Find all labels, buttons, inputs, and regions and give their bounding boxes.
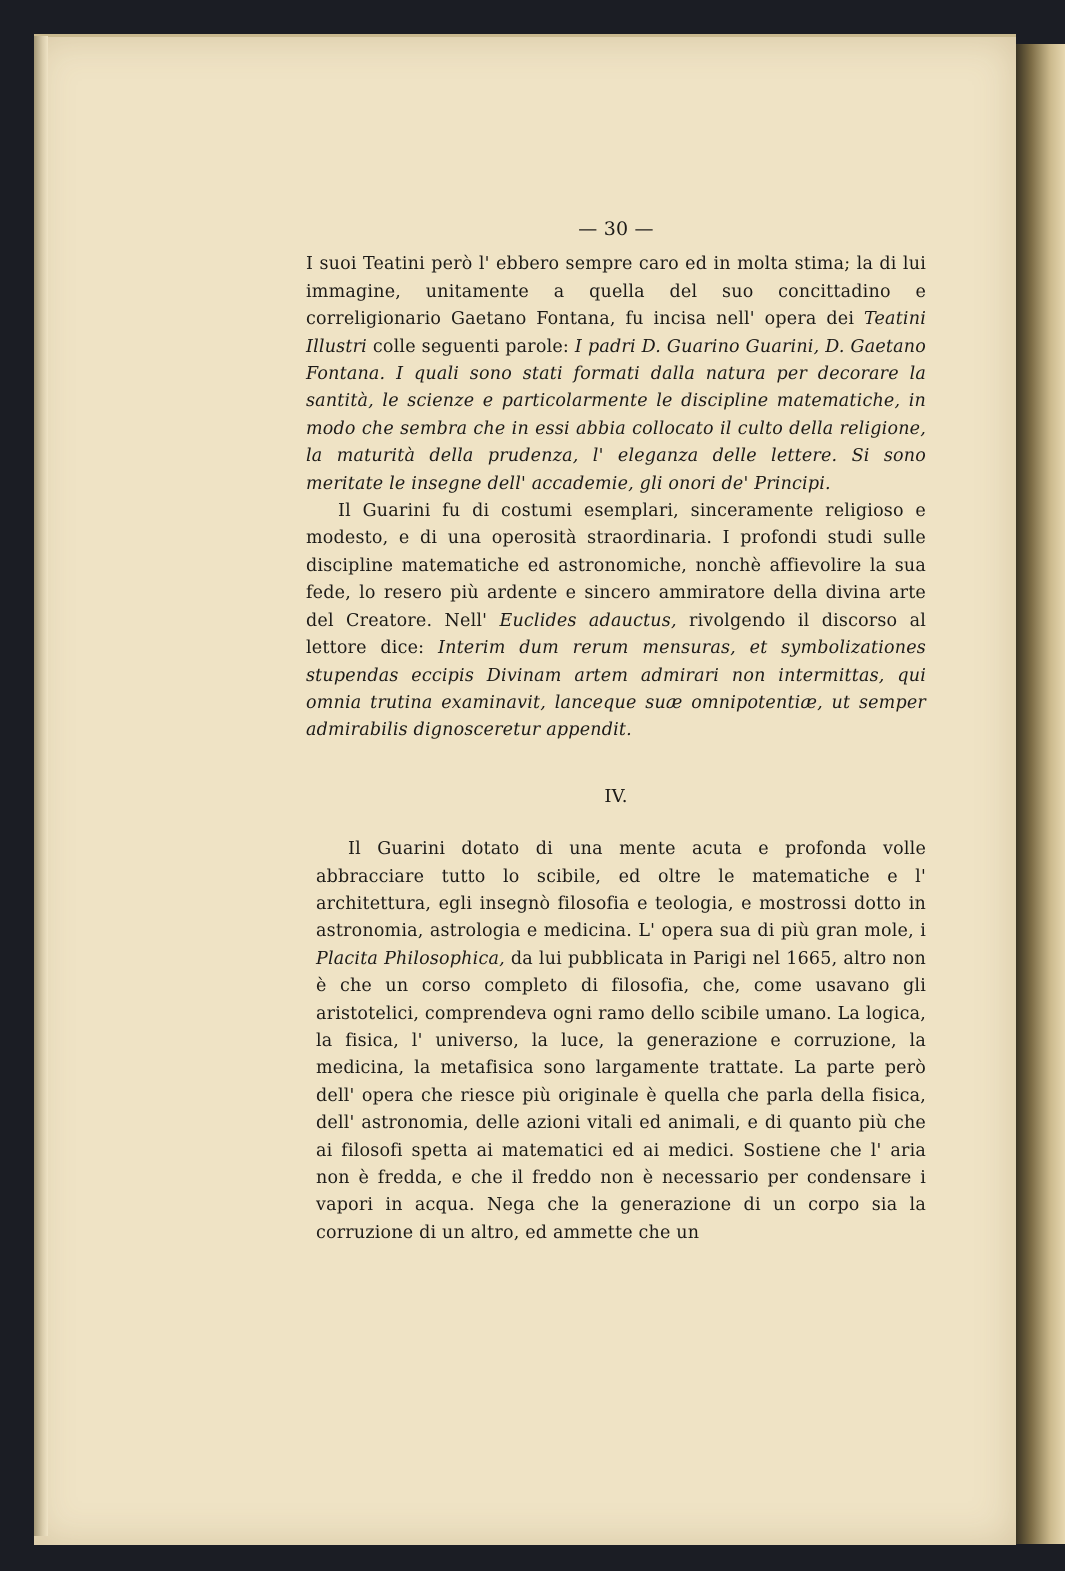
italic-title: Euclides adauctus, [499,610,677,631]
paragraph-costumi [306,498,926,745]
paragraph-text: Il Guarini fu di costumi esemplari, sinceramente religioso e modesto, e di una operosità straordinaria. I profondi studi sulle discipline matematiche ed astronomiche, nonchè affievolire la sua fede, lo resero più ardente e sincero ammiratore della divina arte del Creatore. Nell' [306,501,926,631]
italic-title: Placita Philosophica, [316,948,505,969]
paragraph-text: rivolgendo il discorso al lettore dice: [306,610,926,659]
italic-text: Teatini Illustri [306,309,926,357]
paragraph-text: colle seguenti parole: [366,336,575,357]
next-page-edge [1016,44,1065,1544]
paragraph-teatini [306,251,926,498]
text-block [306,216,926,1247]
section-heading: IV. [604,785,628,807]
page-number: — 30 — [578,218,654,240]
page-edge-shadow [34,36,48,1536]
italic-quotation: I padri D. Guarino Guarini, D. Gaetano Fontana. I quali sono stati formati dalla natura per decorare la santità, le scienze e particolarmente le discipline matematiche, in modo che sembra che in essi abbia collocato il culto della religione, la maturità della prudenza, l' eleganza delle lettere. Si sono meritate le insegne dell' accademie, gli onori de' Principi. [306,336,926,494]
italic-quotation: Interim dum rerum mensuras, et symbolizationes stupendas eccipis Divinam artem admirari non intermittas, qui omnia trutina examinavit, lanceque suæ omnipotentiæ, ut semper admirabilis dignosceretur appendit. [306,638,926,741]
paragraph-text: Il Guarini dotato di una mente acuta e profonda volle abbracciare tutto lo scibile, ed oltre le matematiche e l' architettura, egli insegnò filosofia e teologia, e mostrossi dotto in astronomia, astrologia e medicina. L' opera sua di più gran mole, i [316,839,926,942]
paragraph-text: da lui pubblicata in Parigi nel 1665, altro non è che un corso completo di filosofia, che, come usavano gli aristotelici, comprendeva ogni ramo dello scibile umano. La logica, la fisica, l' universo, la luce, la generazione e corruzione, la medicina, la metafisica sono largamente trattate. La parte però dell' opera che riesce più originale è quella che parla della fisica, dell' astronomia, delle azioni vitali ed animali, e di quanto più che ai filosofi spetta ai matematici ed ai medici. Sostiene che l' aria non è fredda, e che il freddo non è necessario per condensare i vapori in acqua. Nega che la generazione di un corpo sia la corruzione di un altro, ed ammette che un [316,948,927,1243]
paragraph-text: I suoi Teatini però l' ebbero sempre caro ed in molta stima; la di lui immagine, unitamente a quella del suo concittadino e correligionario Gaetano Fontana, fu incisa nell' opera dei [306,254,926,330]
paragraph-section-iv [316,836,926,1247]
